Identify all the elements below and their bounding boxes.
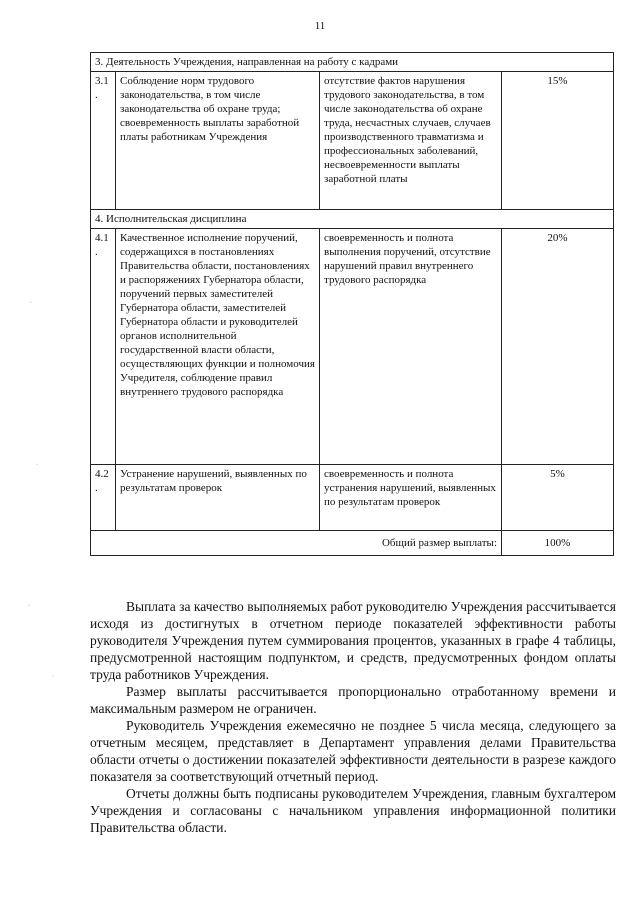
section-4-title: 4. Исполнительская дисциплина xyxy=(91,210,614,229)
paragraph: Руководитель Учреждения ежемесячно не позднее 5 числа месяца, следующего за отчетным месяцем, представляет в Департамент управления делами Правительства области отчеты о достижении показателей эффективности деятельности в разрезе каждого показателя за соответствующий отчетный период. xyxy=(90,718,616,784)
paragraph: Отчеты должны быть подписаны руководителем Учреждения, главным бухгалтером Учреждения и согласованы с начальником управления информационной политики Правительства области. xyxy=(90,786,616,835)
criteria-cell: отсутствие фактов нарушения трудового законодательства, в том числе законодательства об охране труда, несчастных случаев, случаев производственного травматизма и профессиональных заболеваний, несвоевременности выплаты заработной платы xyxy=(320,72,502,210)
scan-speck: · xyxy=(28,603,30,609)
percent-cell: 20% xyxy=(502,229,614,465)
scan-speck: · xyxy=(30,300,32,306)
total-value: 100% xyxy=(502,531,614,556)
section-3-title: 3. Деятельность Учреждения, направленная на работу с кадрами xyxy=(91,53,614,72)
paragraph: Выплата за качество выполняемых работ руководителю Учреждения рассчитывается исходя из достигнутых в отчетном периоде показателей эффективности работы руководителя Учреждения путем суммирования процентов, указанных в графе 4 таблицы, предусмотренной настоящим подпунктом, и средств, предусмотренных фондом оплаты труда работников Учреждения. xyxy=(90,599,616,682)
kpi-table xyxy=(90,52,614,556)
table-row xyxy=(91,229,614,465)
indicator-cell: Устранение нарушений, выявленных по результатам проверок xyxy=(116,465,320,531)
criteria-cell: своевременность и полнота выполнения поручений, отсутствие нарушений правил внутреннего трудового распорядка xyxy=(320,229,502,465)
table-row xyxy=(91,465,614,531)
row-number: 4.2. xyxy=(91,465,116,531)
paragraph: Размер выплаты рассчитывается пропорционально отработанному времени и максимальным размером не ограничен. xyxy=(90,684,616,716)
scan-speck: · xyxy=(52,674,54,680)
page-number: 11 xyxy=(314,20,326,32)
body-text xyxy=(90,598,616,836)
indicator-cell: Соблюдение норм трудового законодательства, в том числе законодательства об охране труда; своевременность выплаты заработной платы работникам Учреждения xyxy=(116,72,320,210)
section-header-row xyxy=(91,210,614,229)
percent-cell: 5% xyxy=(502,465,614,531)
total-row xyxy=(91,531,614,556)
criteria-cell: своевременность и полнота устранения нарушений, выявленных по результатам проверок xyxy=(320,465,502,531)
table-row xyxy=(91,72,614,210)
section-header-row xyxy=(91,53,614,72)
row-number: 4.1. xyxy=(91,229,116,465)
row-number: 3.1. xyxy=(91,72,116,210)
percent-cell: 15% xyxy=(502,72,614,210)
total-label: Общий размер выплаты: xyxy=(91,531,502,556)
indicator-cell: Качественное исполнение поручений, содержащихся в постановлениях Правительства области, постановлениях и распоряжениях Губернатора области, поручений первых заместителей Губернатора области, заместителей Губернатора области и руководителей органов исполнительной государственной власти области, осуществляющих функции и полномочия Учредителя, соблюдение правил внутреннего трудового распорядка xyxy=(116,229,320,465)
scan-speck: · xyxy=(36,462,38,468)
